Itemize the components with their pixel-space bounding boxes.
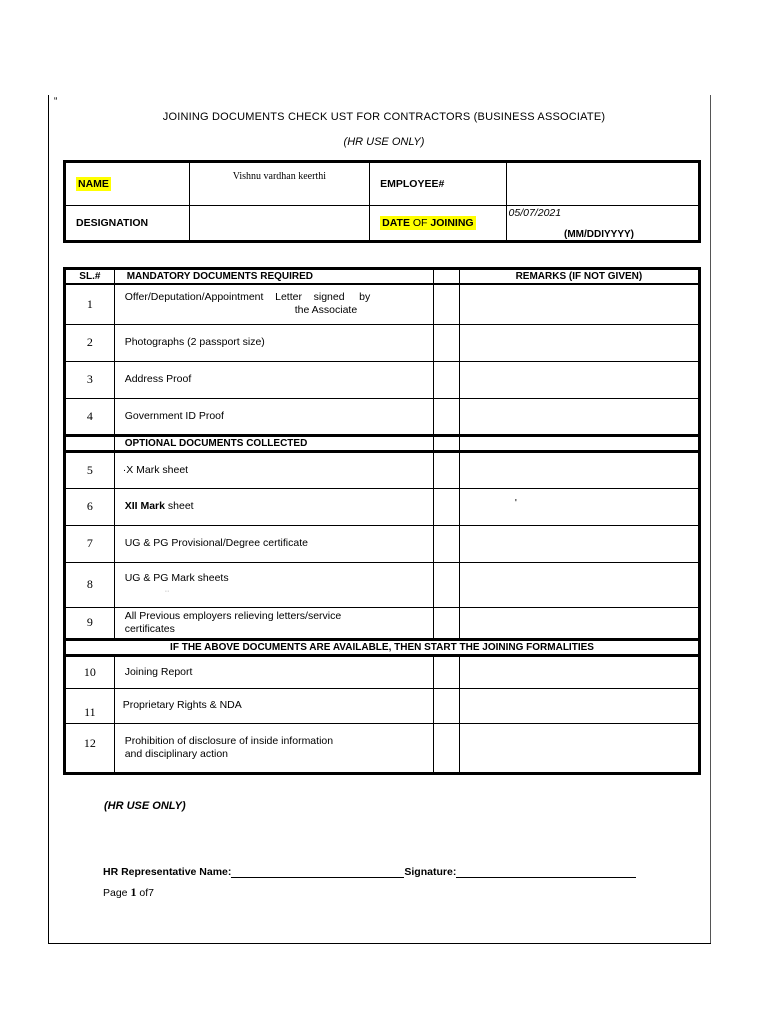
checkbox-cell[interactable] <box>434 723 460 773</box>
remarks-cell[interactable] <box>459 688 699 723</box>
checkbox-cell[interactable] <box>434 451 460 488</box>
table-header-row <box>65 269 700 285</box>
document-name: Joining Report <box>114 655 433 688</box>
checkbox-cell[interactable] <box>434 284 460 324</box>
joining-section-row <box>65 639 700 655</box>
documents-table <box>63 267 701 775</box>
checkbox-cell[interactable] <box>434 398 460 435</box>
quote-mark: “ <box>54 96 58 107</box>
document-title: JOINING DOCUMENTS CHECK UST FOR CONTRACTORS (BUSINESS ASSOCIATE) <box>162 111 606 123</box>
remarks-cell[interactable] <box>459 451 699 488</box>
doj-word-joining: JOINING <box>430 217 474 229</box>
document-line: and disciplinary action <box>124 747 229 760</box>
section-spacer <box>459 435 699 451</box>
page-border-right <box>710 95 711 943</box>
table-row <box>65 488 700 525</box>
col-sl-header: SL.# <box>65 269 115 285</box>
optional-section-row <box>65 435 700 451</box>
checkbox-cell[interactable] <box>434 688 460 723</box>
employee-label: EMPLOYEE# <box>370 162 506 206</box>
document-line: the Associate <box>294 304 358 317</box>
hr-representative-field[interactable] <box>231 866 404 878</box>
table-row <box>65 284 700 324</box>
page-prefix: Page <box>103 887 131 899</box>
row-number: 11 <box>65 688 115 723</box>
signature-label: Signature: <box>404 866 457 878</box>
signature-field[interactable] <box>456 866 636 878</box>
page-border-left <box>48 95 49 943</box>
document-line: Prohibition of disclosure of inside information <box>124 734 334 747</box>
name-row <box>65 162 700 206</box>
row-number: 10 <box>65 655 115 688</box>
checkbox-cell[interactable] <box>434 655 460 688</box>
document-name: ·X Mark sheet <box>114 451 433 488</box>
joining-section-heading: IF THE ABOVE DOCUMENTS ARE AVAILABLE, THEN START THE JOINING FORMALITIES <box>65 639 700 655</box>
document-bold-part: XII Mark <box>124 500 165 512</box>
date-of-joining-value: 05/07/2021 <box>508 207 562 219</box>
hr-use-only-label: (HR USE ONLY) <box>104 800 186 812</box>
row-number: 8 <box>65 562 115 607</box>
row-number: 2 <box>65 324 115 361</box>
table-row <box>65 451 700 488</box>
document-name: Proprietary Rights & NDA <box>114 688 433 723</box>
document-name: UG & PG Provisional/Degree certificate <box>114 525 433 562</box>
row-number: 1 <box>65 284 115 324</box>
page-suffix: of7 <box>136 887 154 899</box>
document-name <box>114 723 433 773</box>
col-remarks-header: REMARKS (IF NOT GIVEN) <box>459 269 699 285</box>
optional-section-heading: OPTIONAL DOCUMENTS COLLECTED <box>114 435 433 451</box>
table-row <box>65 688 700 723</box>
date-of-joining-cell[interactable] <box>506 206 699 242</box>
page-current: 1 <box>130 885 137 899</box>
section-spacer <box>65 435 115 451</box>
signature-line <box>103 866 636 878</box>
designation-row <box>65 206 700 242</box>
checkbox-cell[interactable] <box>434 562 460 607</box>
document-name <box>114 607 433 639</box>
remarks-cell[interactable] <box>459 361 699 398</box>
remarks-cell[interactable] <box>459 284 699 324</box>
name-label: NAME <box>78 178 109 190</box>
row-number: 6 <box>65 488 115 525</box>
row-number: 7 <box>65 525 115 562</box>
checkbox-cell[interactable] <box>434 324 460 361</box>
designation-value[interactable] <box>189 206 370 242</box>
document-name <box>114 284 433 324</box>
checkbox-cell[interactable] <box>434 488 460 525</box>
remarks-cell[interactable] <box>459 525 699 562</box>
remarks-cell[interactable] <box>459 655 699 688</box>
name-value[interactable]: Vishnu vardhan keerthi <box>189 162 370 206</box>
table-row <box>65 655 700 688</box>
document-name: Photographs (2 passport size) <box>114 324 433 361</box>
row-number: 4 <box>65 398 115 435</box>
employee-header-table <box>63 160 701 243</box>
document-name: Address Proof <box>114 361 433 398</box>
row-number: 9 <box>65 607 115 639</box>
hr-representative-label: HR Representative Name: <box>103 866 232 878</box>
document-line: certificates <box>124 622 175 635</box>
row-number: 5 <box>65 451 115 488</box>
document-line: Offer/Deputation/Appointment Letter signed by <box>124 291 371 304</box>
row-number: 3 <box>65 361 115 398</box>
table-row <box>65 398 700 435</box>
table-row <box>65 324 700 361</box>
doj-word-of: OF <box>412 217 428 229</box>
page-border-bottom <box>48 943 711 944</box>
doj-word-date: DATE <box>382 217 410 229</box>
designation-label: DESIGNATION <box>65 206 190 242</box>
document-name <box>114 488 433 525</box>
employee-value[interactable] <box>506 162 699 206</box>
page-number <box>103 885 154 900</box>
remarks-cell[interactable] <box>459 562 699 607</box>
document-line: ·· <box>164 587 170 595</box>
row-number: 12 <box>65 723 115 773</box>
remarks-cell[interactable] <box>459 723 699 773</box>
section-spacer <box>434 435 460 451</box>
remarks-cell[interactable] <box>459 398 699 435</box>
table-row <box>65 562 700 607</box>
checkbox-cell[interactable] <box>434 607 460 639</box>
document-line: All Previous employers relieving letters/service <box>124 609 342 622</box>
remarks-cell[interactable] <box>459 324 699 361</box>
table-row <box>65 361 700 398</box>
document-name <box>114 562 433 607</box>
remarks-cell[interactable] <box>459 607 699 639</box>
table-row <box>65 607 700 639</box>
checkbox-cell[interactable] <box>434 525 460 562</box>
document-name: Government ID Proof <box>114 398 433 435</box>
table-row <box>65 723 700 773</box>
document-line: UG & PG Mark sheets <box>124 571 229 584</box>
remarks-cell[interactable]: ' <box>459 488 699 525</box>
date-format-hint: (MM/DDIYYYY) <box>564 229 634 240</box>
col-check-header <box>434 269 460 285</box>
date-of-joining-label-cell <box>370 206 506 242</box>
checkbox-cell[interactable] <box>434 361 460 398</box>
name-label-cell <box>65 162 190 206</box>
col-documents-header: MANDATORY DOCUMENTS REQUIRED <box>114 269 433 285</box>
date-of-joining-label <box>380 216 475 230</box>
document-rest: sheet <box>165 500 194 512</box>
table-row <box>65 525 700 562</box>
document-subtitle: (HR USE ONLY) <box>343 136 425 148</box>
